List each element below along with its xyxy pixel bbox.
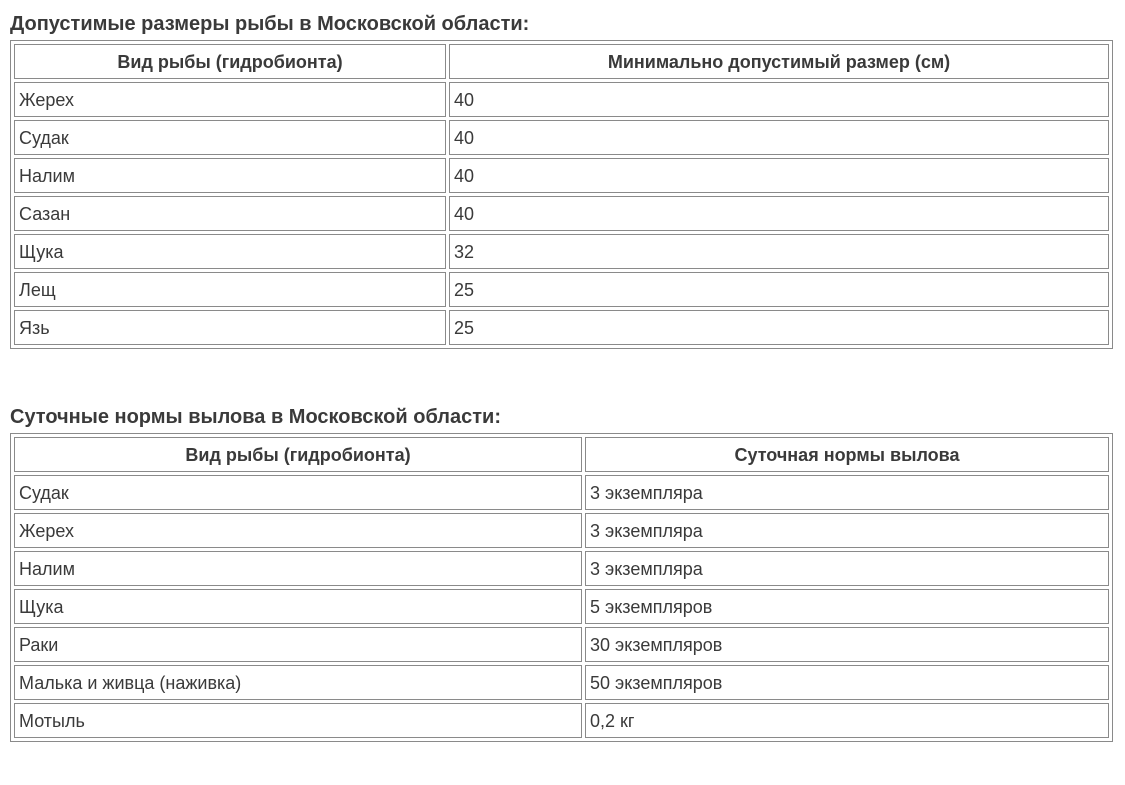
species-cell: Язь: [14, 310, 446, 345]
section-title-sizes: Допустимые размеры рыбы в Московской области:: [10, 13, 530, 35]
daily-limit-cell: 3 экземпляра: [585, 513, 1109, 548]
species-cell: Судак: [14, 475, 582, 510]
table-header-row: [14, 437, 1109, 472]
table-row: [14, 627, 1109, 662]
species-cell: Жерех: [14, 82, 446, 117]
daily-limit-cell: 30 экземпляров: [585, 627, 1109, 662]
table-row: [14, 196, 1109, 231]
daily-limit-cell: 3 экземпляра: [585, 551, 1109, 586]
column-header-species: Вид рыбы (гидробионта): [14, 437, 582, 472]
table-row: [14, 158, 1109, 193]
species-cell: Налим: [14, 158, 446, 193]
min-size-cell: 25: [449, 272, 1109, 307]
species-cell: Щука: [14, 234, 446, 269]
column-header-min-size: Минимально допустимый размер (см): [449, 44, 1109, 79]
daily-limit-cell: 3 экземпляра: [585, 475, 1109, 510]
min-size-cell: 40: [449, 82, 1109, 117]
species-cell: Лещ: [14, 272, 446, 307]
min-size-cell: 40: [449, 120, 1109, 155]
sizes-table: [10, 40, 1113, 349]
table-row: [14, 475, 1109, 510]
column-header-daily-limit: Суточная нормы вылова: [585, 437, 1109, 472]
species-cell: Сазан: [14, 196, 446, 231]
min-size-cell: 32: [449, 234, 1109, 269]
table-row: [14, 82, 1109, 117]
species-cell: Мотыль: [14, 703, 582, 738]
table-row: [14, 551, 1109, 586]
section-title-catch-limits: Суточные нормы вылова в Московской области:: [10, 406, 501, 428]
species-cell: Налим: [14, 551, 582, 586]
table-row: [14, 589, 1109, 624]
table-header-row: [14, 44, 1109, 79]
table-row: [14, 234, 1109, 269]
daily-limit-cell: 0,2 кг: [585, 703, 1109, 738]
species-cell: Раки: [14, 627, 582, 662]
min-size-cell: 40: [449, 196, 1109, 231]
species-cell: Малька и живца (наживка): [14, 665, 582, 700]
table-row: [14, 310, 1109, 345]
table-row: [14, 703, 1109, 738]
table-row: [14, 513, 1109, 548]
catch-limits-table: [10, 433, 1113, 742]
table-row: [14, 665, 1109, 700]
min-size-cell: 25: [449, 310, 1109, 345]
table-row: [14, 120, 1109, 155]
table-row: [14, 272, 1109, 307]
daily-limit-cell: 5 экземпляров: [585, 589, 1109, 624]
daily-limit-cell: 50 экземпляров: [585, 665, 1109, 700]
min-size-cell: 40: [449, 158, 1109, 193]
species-cell: Щука: [14, 589, 582, 624]
species-cell: Судак: [14, 120, 446, 155]
species-cell: Жерех: [14, 513, 582, 548]
column-header-species: Вид рыбы (гидробионта): [14, 44, 446, 79]
